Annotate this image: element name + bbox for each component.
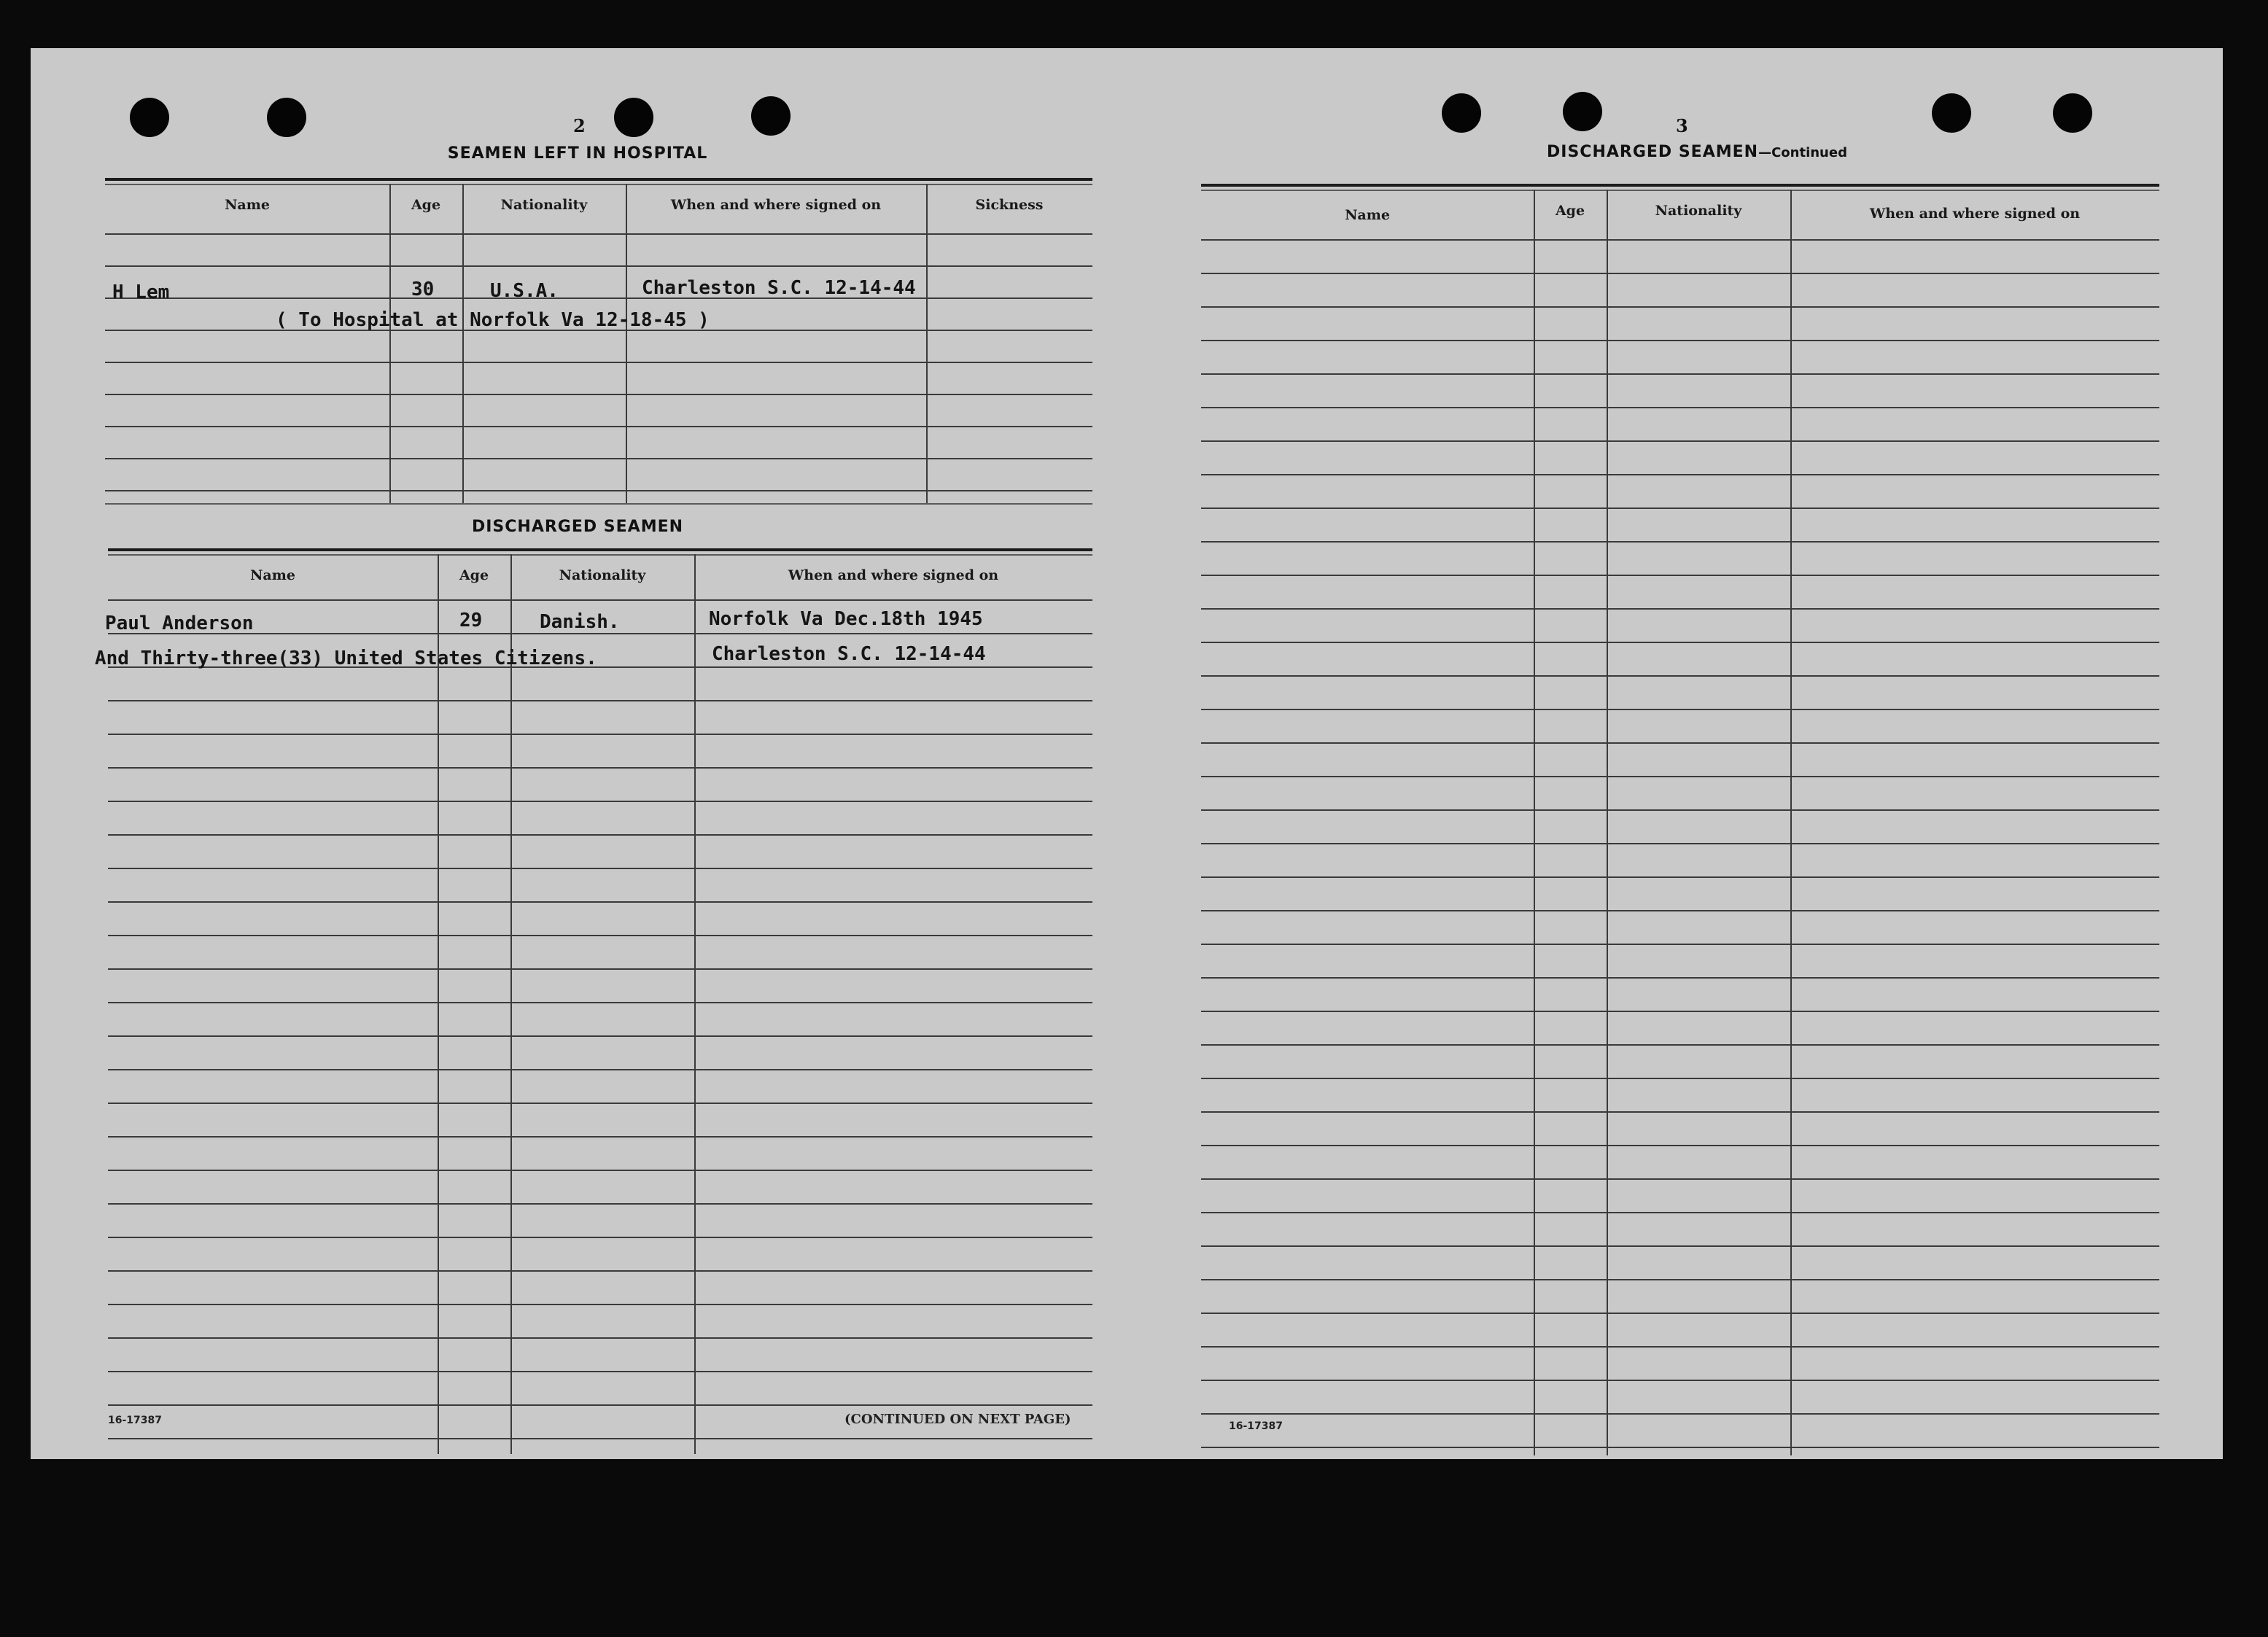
- form-rule-line: [105, 426, 1092, 427]
- form-rule-line: [108, 1404, 1092, 1406]
- form-rule-line: [1201, 742, 2159, 744]
- punch-hole: [130, 98, 169, 137]
- hospital-row-nationality: U.S.A.: [490, 280, 559, 302]
- form-rule-line: [108, 767, 1092, 769]
- form-rule-line: [1201, 876, 2159, 878]
- form-rule-line: [1201, 1145, 2159, 1146]
- title-suffix: —Continued: [1758, 145, 1847, 160]
- page-number: 3: [1676, 115, 1688, 136]
- form-rule-line: [1201, 1078, 2159, 1079]
- column-header-nationality: Nationality: [559, 567, 646, 583]
- form-rule-line: [108, 1270, 1092, 1272]
- discharged-section-title: DISCHARGED SEAMEN: [471, 518, 684, 536]
- form-rule-line: [1201, 1245, 2159, 1247]
- form-rule-line: [105, 394, 1092, 395]
- form-rule-line: [108, 1002, 1092, 1003]
- form-rule-line: [1201, 340, 2159, 341]
- column-divider: [626, 184, 627, 503]
- hospital-section-title: SEAMEN LEFT IN HOSPITAL: [447, 144, 708, 163]
- column-divider: [389, 184, 391, 503]
- column-header-age: Age: [411, 197, 441, 213]
- punch-hole: [1442, 93, 1481, 133]
- form-rule-line: [1201, 1212, 2159, 1213]
- hospital-note: ( To Hospital at Norfolk Va 12-18-45 ): [276, 309, 710, 331]
- discharged-continued-title: [1442, 143, 1952, 161]
- table-rule: [1201, 190, 2159, 191]
- discharged-row-name: Paul Anderson: [105, 613, 254, 634]
- form-rule-line: [1201, 575, 2159, 576]
- form-rule-line: [105, 362, 1092, 363]
- discharged-row-nationality: Danish.: [540, 611, 620, 633]
- column-divider: [462, 184, 464, 503]
- hospital-row-age: 30: [411, 279, 435, 300]
- form-rule-line: [108, 700, 1092, 701]
- form-rule-line: [108, 1438, 1092, 1439]
- hospital-row-signed-on: Charleston S.C. 12-14-44: [642, 277, 916, 299]
- form-rule-line: [1201, 709, 2159, 710]
- column-header-age: Age: [1555, 203, 1585, 219]
- discharged-row-age: 29: [459, 610, 483, 631]
- punch-hole: [751, 96, 791, 136]
- form-rule-line: [1201, 306, 2159, 308]
- form-rule-line: [108, 901, 1092, 903]
- discharged-row-signed-on: Norfolk Va Dec.18th 1945: [709, 608, 983, 630]
- form-rule-line: [1201, 440, 2159, 442]
- form-rule-line: [108, 1203, 1092, 1205]
- form-rule-line: [1201, 1346, 2159, 1348]
- form-rule-line: [1201, 1111, 2159, 1113]
- form-rule-line: [1201, 843, 2159, 844]
- form-rule-line: [1201, 642, 2159, 643]
- form-rule-line: [108, 968, 1092, 970]
- form-rule-line: [108, 1035, 1092, 1037]
- form-rule-line: [108, 1304, 1092, 1305]
- column-header-sickness: Sickness: [975, 197, 1044, 213]
- form-rule-line: [108, 599, 1092, 601]
- punch-hole: [614, 98, 653, 137]
- form-rule-line: [108, 868, 1092, 869]
- form-rule-line: [108, 834, 1092, 836]
- form-rule-line: [108, 801, 1092, 802]
- form-rule-line: [1201, 508, 2159, 509]
- form-rule-line: [1201, 474, 2159, 475]
- punch-hole: [267, 98, 306, 137]
- form-rule-line: [1201, 407, 2159, 408]
- form-number: 16-17387: [108, 1415, 162, 1426]
- form-rule-line: [108, 1136, 1092, 1138]
- form-rule-line: [108, 1337, 1092, 1339]
- form-rule-line: [108, 1237, 1092, 1238]
- punch-hole: [2053, 93, 2092, 133]
- form-rule-line: [105, 298, 1092, 299]
- column-header-age: Age: [459, 567, 489, 583]
- form-rule-line: [1201, 944, 2159, 945]
- form-rule-line: [1201, 239, 2159, 241]
- column-divider: [1534, 190, 1535, 1455]
- column-divider: [438, 554, 439, 1454]
- discharged-extra-signed-on: Charleston S.C. 12-14-44: [712, 643, 986, 665]
- form-rule-line: [108, 1069, 1092, 1070]
- discharged-extra-line: And Thirty-three(33) United States Citizens.: [95, 648, 597, 669]
- column-divider: [926, 184, 928, 503]
- column-divider: [694, 554, 696, 1454]
- form-rule-line: [105, 458, 1092, 459]
- document-sheet: [31, 48, 2223, 1459]
- form-rule-line: [1201, 977, 2159, 979]
- column-header-nationality: Nationality: [1655, 203, 1742, 219]
- form-rule-line: [1201, 910, 2159, 911]
- column-header-name: Name: [1345, 207, 1390, 223]
- continued-footer: (CONTINUED ON NEXT PAGE): [844, 1412, 1071, 1427]
- form-rule-line: [108, 633, 1092, 634]
- column-divider: [1607, 190, 1608, 1455]
- form-rule-line: [1201, 541, 2159, 543]
- form-rule-line: [1201, 373, 2159, 375]
- column-divider: [1790, 190, 1792, 1455]
- form-rule-line: [1201, 273, 2159, 274]
- column-header-signed-on: When and where signed on: [788, 567, 999, 583]
- form-rule-line: [108, 1103, 1092, 1104]
- column-header-name: Name: [250, 567, 295, 583]
- form-rule-line: [1201, 776, 2159, 777]
- page-number: 2: [573, 115, 586, 136]
- table-top-rule: [105, 178, 1092, 181]
- form-rule-line: [105, 233, 1092, 235]
- punch-hole: [1563, 92, 1602, 131]
- table-rule: [108, 554, 1092, 556]
- form-rule-line: [1201, 675, 2159, 677]
- form-rule-line: [1201, 1178, 2159, 1180]
- form-rule-line: [108, 1371, 1092, 1372]
- form-rule-line: [1201, 1279, 2159, 1280]
- form-rule-line: [1201, 1413, 2159, 1415]
- hospital-row-name: H Lem: [112, 281, 170, 303]
- form-rule-line: [105, 490, 1092, 491]
- column-header-signed-on: When and where signed on: [1869, 206, 2081, 222]
- form-rule-line: [108, 734, 1092, 735]
- form-number: 16-17387: [1229, 1420, 1283, 1432]
- form-rule-line: [1201, 1447, 2159, 1448]
- form-rule-line: [1201, 1313, 2159, 1314]
- column-header-signed-on: When and where signed on: [670, 197, 882, 213]
- title-main: DISCHARGED SEAMEN: [1547, 143, 1759, 161]
- right-page: [1128, 48, 2222, 1459]
- table-top-rule: [108, 548, 1092, 551]
- form-rule-line: [105, 265, 1092, 267]
- punch-hole: [1932, 93, 1971, 133]
- form-rule-line: [108, 935, 1092, 936]
- section-rule: [105, 503, 1092, 505]
- form-rule-line: [1201, 1044, 2159, 1046]
- form-rule-line: [1201, 1380, 2159, 1381]
- left-page: [31, 48, 1125, 1459]
- form-rule-line: [1201, 608, 2159, 610]
- form-rule-line: [1201, 809, 2159, 811]
- table-top-rule: [1201, 184, 2159, 187]
- column-header-nationality: Nationality: [500, 197, 588, 213]
- form-rule-line: [108, 1170, 1092, 1171]
- table-rule: [105, 184, 1092, 185]
- column-header-name: Name: [225, 197, 270, 213]
- column-divider: [510, 554, 512, 1454]
- form-rule-line: [1201, 1011, 2159, 1012]
